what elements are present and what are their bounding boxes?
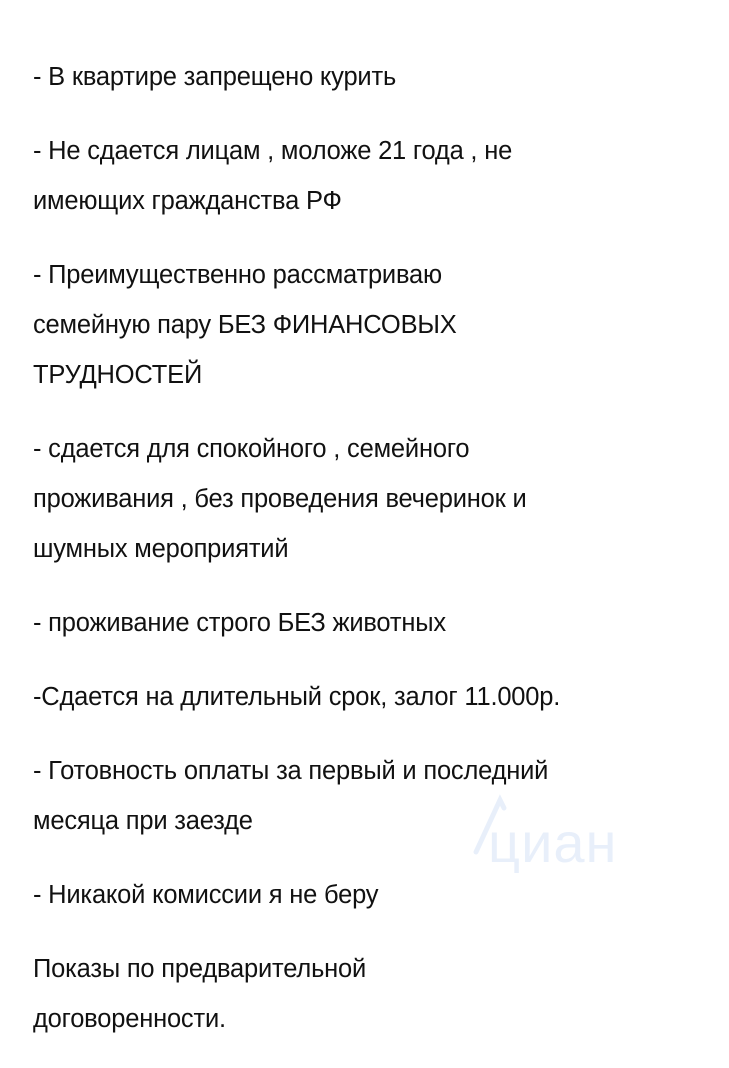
rule-quiet-living: - сдается для спокойного , семейного проживания , без проведения вечеринок и шумных мероприятий xyxy=(33,435,527,563)
rule-no-smoking: - В квартире запрещено курить xyxy=(33,63,397,91)
rule-no-pets: - проживание строго БЕЗ животных xyxy=(33,609,446,637)
rule-long-term-deposit: -Сдается на длительный срок, залог 11.000р. xyxy=(33,683,561,711)
rule-age-citizenship: - Не сдается лицам , моложе 21 года , не имеющих гражданства РФ xyxy=(33,137,513,215)
rental-rules-document xyxy=(33,52,701,1068)
viewings-note: Показы по предварительной договоренности. xyxy=(33,955,367,1033)
watermark-text: циан xyxy=(488,811,618,874)
rule-payment-readiness: - Готовность оплаты за первый и последний месяца при заезде xyxy=(33,757,549,835)
rule-no-commission: - Никакой комиссии я не беру xyxy=(33,881,379,909)
rule-family-couple: - Преимущественно рассматриваю семейную пару БЕЗ ФИНАНСОВЫХ ТРУДНОСТЕЙ xyxy=(33,261,457,389)
